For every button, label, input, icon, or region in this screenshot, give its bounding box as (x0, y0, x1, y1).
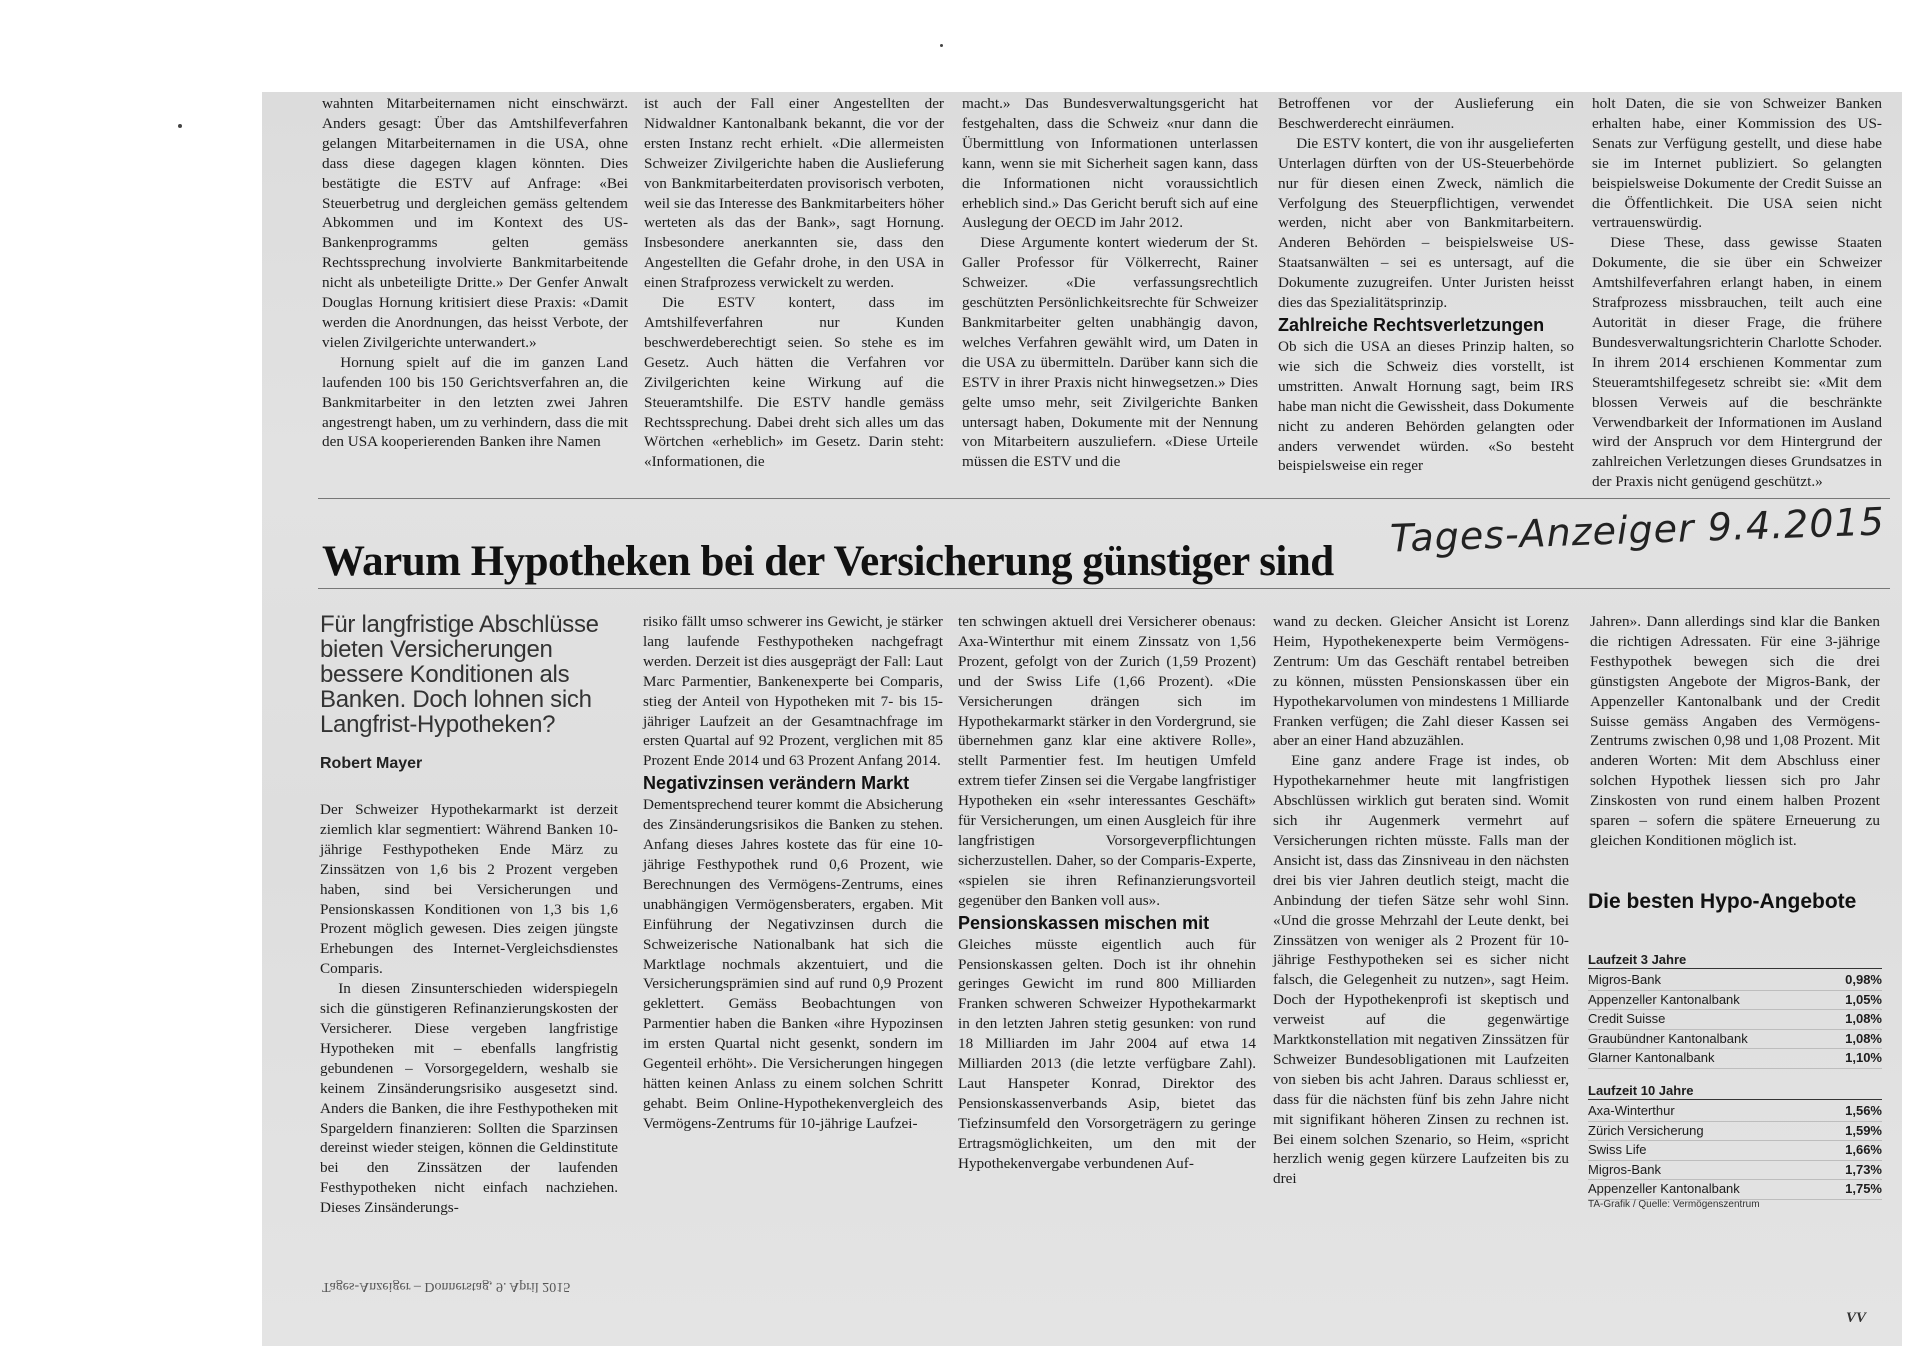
table-row: Migros-Bank 0,98% (1588, 971, 1882, 991)
top-column-3: macht.» Das Bundesverwaltungsgericht hat festgehalten, dass die Schweiz «nur dann die Übermittlung von Informationen unterlassen kann, wenn sie mit Sicherheit sagen kann, dass die Informationen nicht voraussichtlich erheblich sind.» Das Gericht beruft sich auf eine Auslegung der OECD im Jahr 2012. Diese Argumente kontert wiederum der St. Galler Professor für Völkerrecht, Rainer Schweizer. «Die verfassungsrechtlich geschützten Persönlichkeitsrechte für Schweizer Bankmitarbeiter gelten unabhängig davon, welches Verfahren gewählt wird, um Daten in die USA zu übermitteln. Darüber kann sich die ESTV in ihrer Praxis nicht hinwegsetzen.» Dies gelte umso mehr, seit Zivilgerichte Banken untersagt haben, Dokumente mit der Nennung von Mitarbeitern auszuliefern. «Diese Urteile müssen die ESTV und die (962, 95, 1258, 471)
top-column-4: Betroffenen vor der Auslieferung ein Beschwerderecht einräumen. Die ESTV kontert, die von ihr ausgelieferten Unterlagen dürften von der US-Steuerbehörde nur für diesen einen Zweck, nämlich die Verfolgung des Steuerpflichtigen, verwendet werden, nicht aber von Bankmitarbeitern. Anderen Behörden – beispielsweise US-Staatsanwälten – sei es untersagt, auf die Dokumente zuzugreifen. Unter Juristen heisst dies das Spezialitätsprinzip. Zahlreiche Rechtsverletzungen Ob sich die USA an dieses Prinzip halten, so wie sich die Schweiz dies vorstellt, ist umstritten. Anwalt Hornung sagt, beim IRS habe man nicht die Gewissheit, dass Dokumente nicht zu anderen Behörden gelangten oder anders verwendet würden. «So besteht beispielsweise ein reger (1278, 95, 1574, 475)
graphic-source: TA-Grafik / Quelle: Vermögenszentrum (1588, 1199, 1760, 1210)
table-row: Glarner Kantonalbank 1,10% (1588, 1049, 1882, 1069)
table-row: Swiss Life 1,66% (1588, 1141, 1882, 1161)
handwritten-note: Tages-Anzeiger 9.4.2015 (1389, 499, 1886, 561)
scan-speck (940, 44, 943, 47)
subheading: Pensionskassen mischen mit (958, 912, 1210, 933)
info-box-title: Die besten Hypo-Angebote (1588, 890, 1857, 913)
top-column-1: wahnten Mitarbeiternamen nicht einschwärzt. Anders gesagt: Über das Amtshilfeverfahren gelangen Mitarbeiternamen in die USA, ohne dass diese dagegen klagen könnten. Dies bestätigte die ESTV auf Anfrage: «Bei Steuerbetrug und dergleichen gemäss geltendem Abkommen und im Kontext des US-Bankenprogramms gelten gemäss Rechtssprechung involvierte Bankmitarbeitende nicht als unbeteiligte Dritte.» Der Genfer Anwalt Douglas Hornung kritisiert diese Praxis: «Damit werden die Anordnungen, das heisst Verbote, der vielen Zivilgerichte unterwandert.» Hornung spielt auf die im ganzen Land laufenden 100 bis 150 Gerichtsverfahren an, die Bankmitarbeiter in den letzten zwei Jahren angestrengt haben, um zu verhindern, dass die mit den USA kooperierenden Banken ihre Namen (322, 95, 628, 451)
article-column-1: Der Schweizer Hypothekarmarkt ist derzeit ziemlich klar segmentiert: Während Banken 10-jährige Festhypotheken Ende März zu Zinssätzen von 1,6 bis 2 Prozent vergeben haben, sind bei Versicherungen und Pensionskassen Konditionen von 1,3 bis 1,6 Prozent möglich gewesen. Dies zeigen jüngste Erhebungen des Internet-Vergleichsdienstes Comparis. In diesen Zinsunterschieden widerspiegeln sich die günstigeren Refinanzierungskosten der Versicherer. Diese vergeben langfristige Hypotheken mit – ebenfalls langfristig gebundenen – Vorsorgegeldern, weshalb sie keinem Zinsänderungsrisiko ausgesetzt sind. Anders die Banken, die ihre Festhypotheken mit Spargeldern finanzieren: Sollten die Sparzinsen dereinst wieder steigen, können die Geldinstitute bei den Zinssätzen der laufenden Festhypotheken nicht einfach nachziehen. Dieses Zinsänderungs- (320, 801, 618, 1217)
table-row: Zürich Versicherung 1,59% (1588, 1122, 1882, 1142)
rates-table-10-years (1588, 1083, 1882, 1200)
top-column-2: ist auch der Fall einer Angestellten der Nidwaldner Kantonalbank bekannt, die vor der ersten Instanz recht erhielt. «Die allermeisten Schweizer Zivilgerichte haben die Auslieferung von Bankmitarbeiterdaten provisorisch verboten, weil sie das Interesse des Bankmitarbeiters höher werteten als das der Bank», sagt Hornung. Insbesondere anerkannten sie, dass den Angestellten die Gefahr drohe, in den USA in einen Strafprozess verwickelt zu werden. Die ESTV kontert, dass im Amtshilfeverfahren nur Kunden beschwerdeberechtigt seien. So stehe es im Gesetz. Auch hätten die Verfahren vor Zivilgerichten keine Wirkung auf die Steueramtshilfe. Die ESTV handle gemäss Rechtssprechung. Dabei dreht sich alles um das Wörtchen «erheblich» im Gesetz. Darin steht: «Informationen, die (644, 95, 944, 471)
table-heading: Laufzeit 10 Jahre (1588, 1083, 1882, 1100)
divider (318, 498, 1890, 499)
headline: Warum Hypotheken bei der Versicherung günstiger sind (322, 537, 1334, 585)
rates-table-3-years (1588, 952, 1882, 1069)
table-row: Credit Suisse 1,08% (1588, 1010, 1882, 1030)
article-lead: Für langfristige Abschlüsse bieten Versicherungen bessere Konditionen als Banken. Doch lohnen sich Langfrist-Hypotheken? (320, 611, 599, 738)
subheading: Zahlreiche Rechtsverletzungen (1278, 314, 1545, 335)
article-column-3: ten schwingen aktuell drei Versicherer obenaus: Axa-Winterthur mit einem Zinssatz von 1,56 Prozent, gefolgt von der Zurich (1,59 Prozent) und der Swiss Life (1,66 Prozent). «Die Versicherungen drängen sich im Hypothekarmarkt stärker in den Vordergrund, sie übernehmen ganz klar eine aktivere Rolle», stellt Parmentier fest. Im heutigen Umfeld extrem tiefer Zinsen sei die Vergabe langfristiger Hypotheken ein «sehr interessantes Geschäft» für Versicherungen, um einen Ausgleich für ihre langfristigen Vorsorgeverpflichtungen sicherzustellen. Daher, so der Comparis-Experte, «spielen sie ihren Refinanzierungsvorteil gegenüber den Banken voll aus». Pensionskassen mischen mit Gleiches müsste eigentlich auch für Pensionskassen gelten. Doch ist ihr ohnehin geringes Gewicht im rund 800 Milliarden Franken schweren Schweizer Hypothekarmarkt in den letzten Jahren stetig gesunken: von rund 18 Milliarden im Jahr 2004 auf etwa 14 Milliarden 2013 (die letzte verfügbare Zahl). Laut Hanspeter Konrad, Direktor des Pensionskassenverbands Asip, bietet das Tiefzinsumfeld den Vorsorgeträgern zu geringe Ertragsmöglichkeiten, um den mit der Hypothekenvergabe verbundenen Auf- (958, 613, 1256, 1172)
article-column-5: Jahren». Dann allerdings sind klar die Banken die richtigen Adressaten. Für eine 3-jährige Festhypothek bewegen sich die drei günstigsten Angebote der Migros-Bank, der Appenzeller Kantonalbank und der Credit Suisse gemäss Angaben des Vermögens-Zentrums zwischen 0,98 und 1,08 Prozent. Mit anderen Worten: Mit dem Abschluss einer solchen Hypothek liessen sich pro Jahr Zinskosten von rund einem halben Prozent sparen – sofern die spätere Erneuerung zu gleichen Konditionen möglich ist. (1590, 613, 1880, 849)
table-row: Appenzeller Kantonalbank 1,75% (1588, 1180, 1882, 1200)
divider (318, 588, 1890, 589)
table-row: Axa-Winterthur 1,56% (1588, 1102, 1882, 1122)
author-byline: Robert Mayer (320, 755, 423, 772)
top-column-5: holt Daten, die sie von Schweizer Banken erhalten habe, einer Kommission des US-Senats zur Verfügung gestellt, und diese habe sie im Internet publiziert. So gelangten beispielsweise Dokumente der Credit Suisse an die Öffentlichkeit. Die USA seien nicht vertrauenswürdig. Diese These, dass gewisse Staaten Dokumente, die sie über ein Schweizer Amtshilfeverfahren erlangt haben, in einem Strafprozess missbrauchen, teilt auch eine Autorität in dieser Frage, die frühere Bundesverwaltungsrichterin Charlotte Schoder. In ihrem 2014 erschienen Kommentar zum Steueramtshilfegesetz schreibt sie: «Mit dem blossen Verweis auf die beschränkte Verwendbarkeit der Informationen im Ausland wird der Anspruch vor dem Hintergrund der zahlreichen Verletzungen dieses Grundsatzes in der Praxis nicht genügend geschützt.» (1592, 95, 1882, 491)
scan-speck (178, 124, 182, 128)
table-row: Appenzeller Kantonalbank 1,05% (1588, 991, 1882, 1011)
bleed-through-footer: Tages-Anzeiger – Donnerstag, 9. April 2015 (322, 1279, 571, 1294)
table-row: Migros-Bank 1,73% (1588, 1161, 1882, 1181)
table-row: Graubündner Kantonalbank 1,08% (1588, 1030, 1882, 1050)
article-column-4: wand zu decken. Gleicher Ansicht ist Lorenz Heim, Hypothekenexperte beim Vermögens-Zentrum: Um das Geschäft rentabel betreiben zu können, müssten Pensionskassen über ein Hypothekarvolumen von mindestens 1 Milliarde Franken verfügen; die Zahl dieser Kassen sei aber an einer Hand abzuzählen. Eine ganz andere Frage ist indes, ob Hypothekarnehmer heute mit langfristigen Abschlüssen wirklich gut beraten sind. Womit sich ihr Augenmerk vermehrt auf Versicherungen richten müsste. Falls man der Ansicht ist, dass das Zinsniveau in den nächsten drei bis vier Jahren deutlich steigt, macht die Anbindung der tiefen Sätze sehr wohl Sinn. «Und die grosse Mehrzahl der Leute denkt, bei Zinssätzen von weniger als 2 Prozent für 10-jährige Festhypotheken sei es sicher nicht falsch, die Gelegenheit zu nutzen», sagt Heim. Doch der Hypothekenprofi ist skeptisch und verweist auf die gegenwärtige Marktkonstellation mit negativen Zinssätzen für Schweizer Bundesobligationen mit Laufzeiten von sieben bis acht Jahren. Daraus schliesst er, dass für die nächsten fünf bis zehn Jahre nicht mit signifikant höheren Zinsen zu rechnen ist. Bei einem solchen Szenario, so Heim, «spricht herzlich wenig gegen kürzere Laufzeiten bis zu drei (1273, 613, 1569, 1188)
article-column-2: risiko fällt umso schwerer ins Gewicht, je stärker lang laufende Festhypotheken nachgefragt werden. Derzeit ist dies ausgeprägt der Fall: Laut Marc Parmentier, Bankenexperte bei Comparis, stieg der Anteil von Hypotheken mit 7- bis 15-jähriger Laufzeit an der Gesamtnachfrage im ersten Quartal auf 92 Prozent, verglichen mit 85 Prozent Ende 2014 und 63 Prozent Anfang 2014. Negativzinsen verändern Markt Dementsprechend teurer kommt die Absicherung des Zinsänderungsrisikos die Banken zu stehen. Anfang dieses Jahres kostete das für eine 10-jährige Festhypothek rund 0,6 Prozent, wie Berechnungen des Vermögens-Zentrums, eines unabhängigen Vermögensberaters, ergaben. Mit Einführung der Negativzinsen durch die Schweizerische Nationalbank hat sich die Marktlage nochmals akzentuiert, und die Versicherungsprämien sind auf rund 0,9 Prozent geklettert. Gemäss Beobachtungen von Parmentier haben die Banken «ihre Hypozinsen im ersten Quartal nicht gesenkt, sondern im Gegenteil erhöht». Die Versicherungen hingegen hätten keinen Anlass zu einem solchen Schritt gehabt. Beim Online-Hypothekenvergleich des Vermögens-Zentrums für 10-jährige Laufzei- (643, 613, 943, 1132)
subheading: Negativzinsen verändern Markt (643, 773, 910, 794)
table-heading: Laufzeit 3 Jahre (1588, 952, 1882, 969)
page-mark: VV (1846, 1310, 1867, 1326)
